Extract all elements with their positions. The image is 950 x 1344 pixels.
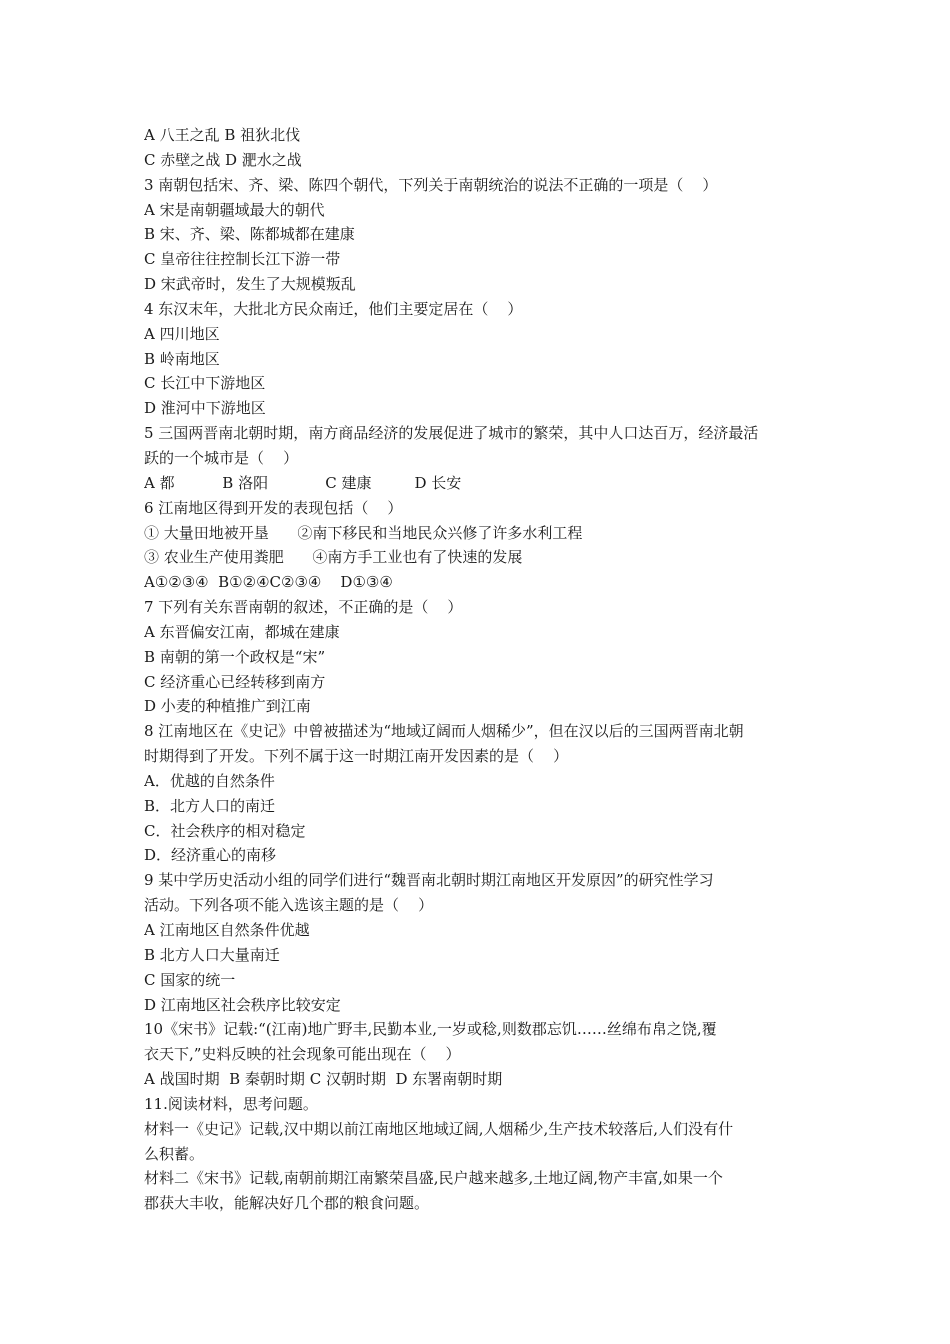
text-line: 活动。下列各项不能入选该主题的是（ ） [144, 896, 434, 915]
text-line: A．优越的自然条件 [144, 771, 275, 790]
text-line: D 小麦的种植推广到江南 [144, 697, 311, 716]
text-line: 时期得到了开发。下列不属于这一时期江南开发因素的是（ ） [144, 747, 569, 766]
text-line: 衣天下,”史料反映的社会现象可能出现在（ ） [144, 1045, 461, 1064]
text-line: B．北方人口的南迁 [144, 796, 276, 815]
text-line: B 宋、齐、梁、陈都城都在建康 [144, 225, 355, 244]
text-line: A 战国时期 B 秦朝时期 C 汉朝时期 D 东署南朝时期 [144, 1070, 503, 1089]
text-line: 跃的一个城市是（ ） [144, 448, 299, 467]
text-line: 10《宋书》记载:“(江南)地广野丰,民勤本业,一岁或稔,则数郡忘饥……丝绵布帛之饶,覆 [144, 1020, 717, 1039]
text-line: D 江南地区社会秩序比较安定 [144, 995, 341, 1014]
text-line: D．经济重心的南移 [144, 846, 277, 865]
text-line: 材料二《宋书》记载,南朝前期江南繁荣昌盛,民户越来越多,土地辽阔,物产丰富,如果一个 [144, 1169, 723, 1188]
text-line: ① 大量田地被开垦 ②南下移民和当地民众兴修了许多水利工程 [144, 523, 583, 542]
text-line: ③ 农业生产使用粪肥 ④南方手工业也有了快速的发展 [144, 548, 523, 567]
text-line: A 东晋偏安江南，都城在建康 [144, 622, 340, 641]
text-line: 么积蓄。 [144, 1144, 205, 1163]
text-line: A 江南地区自然条件优越 [144, 921, 310, 939]
text-line: 11.阅读材料，思考问题。 [144, 1094, 318, 1113]
text-line: A 都 B 洛阳 C 建康 D 长安 [144, 473, 462, 492]
text-line: B 北方人口大量南迁 [144, 945, 280, 964]
text-line: 郡获大丰收，能解决好几个郡的粮食问题。 [144, 1194, 430, 1213]
text-line: C 赤壁之战 D 淝水之战 [144, 150, 302, 169]
text-line: C 经济重心已经转移到南方 [144, 672, 326, 691]
text-line: A 八王之乱 B 祖狄北伐 [144, 126, 301, 144]
text-line: A 宋是南朝疆域最大的朝代 [144, 200, 325, 219]
text-line: 8 江南地区在《史记》中曾被描述为“地域辽阔而人烟稀少”，但在汉以后的三国两晋南北朝 [144, 722, 744, 741]
text-line: 材料一《史记》记载,汉中期以前江南地区地域辽阔,人烟稀少,生产技术较落后,人们没有什 [144, 1119, 734, 1138]
text-line: C 国家的统一 [144, 970, 236, 989]
text-line: C．社会秩序的相对稳定 [144, 821, 306, 840]
text-line: D 宋武帝时，发生了大规模叛乱 [144, 275, 356, 294]
text-line: B 南朝的第一个政权是“宋” [144, 647, 326, 666]
document-page [144, 123, 814, 1216]
text-line: D 淮河中下游地区 [144, 399, 266, 418]
text-line: B 岭南地区 [144, 349, 220, 368]
text-line: 6 江南地区得到开发的表现包括（ ） [144, 498, 403, 517]
text-line: 5 三国两晋南北朝时期，南方商品经济的发展促进了城市的繁荣，其中人口达百万，经济最活 [144, 424, 759, 443]
text-line: C 皇帝往往控制长江下游一带 [144, 250, 341, 269]
text-line: 4 东汉末年，大批北方民众南迁，他们主要定居在（ ） [144, 299, 523, 318]
text-line: 7 下列有关东晋南朝的叙述，不正确的是（ ） [144, 598, 463, 617]
text-line: A①②③④ B①②④C②③④ D①③④ [144, 573, 393, 592]
text-line: 9 某中学历史活动小组的同学们进行“魏晋南北朝时期江南地区开发原因”的研究性学习 [144, 871, 714, 890]
text-line: C 长江中下游地区 [144, 374, 266, 393]
text-line: A 四川地区 [144, 324, 220, 343]
text-line: 3 南朝包括宋、齐、梁、陈四个朝代，下列关于南朝统治的说法不正确的一项是（ ） [144, 175, 718, 194]
